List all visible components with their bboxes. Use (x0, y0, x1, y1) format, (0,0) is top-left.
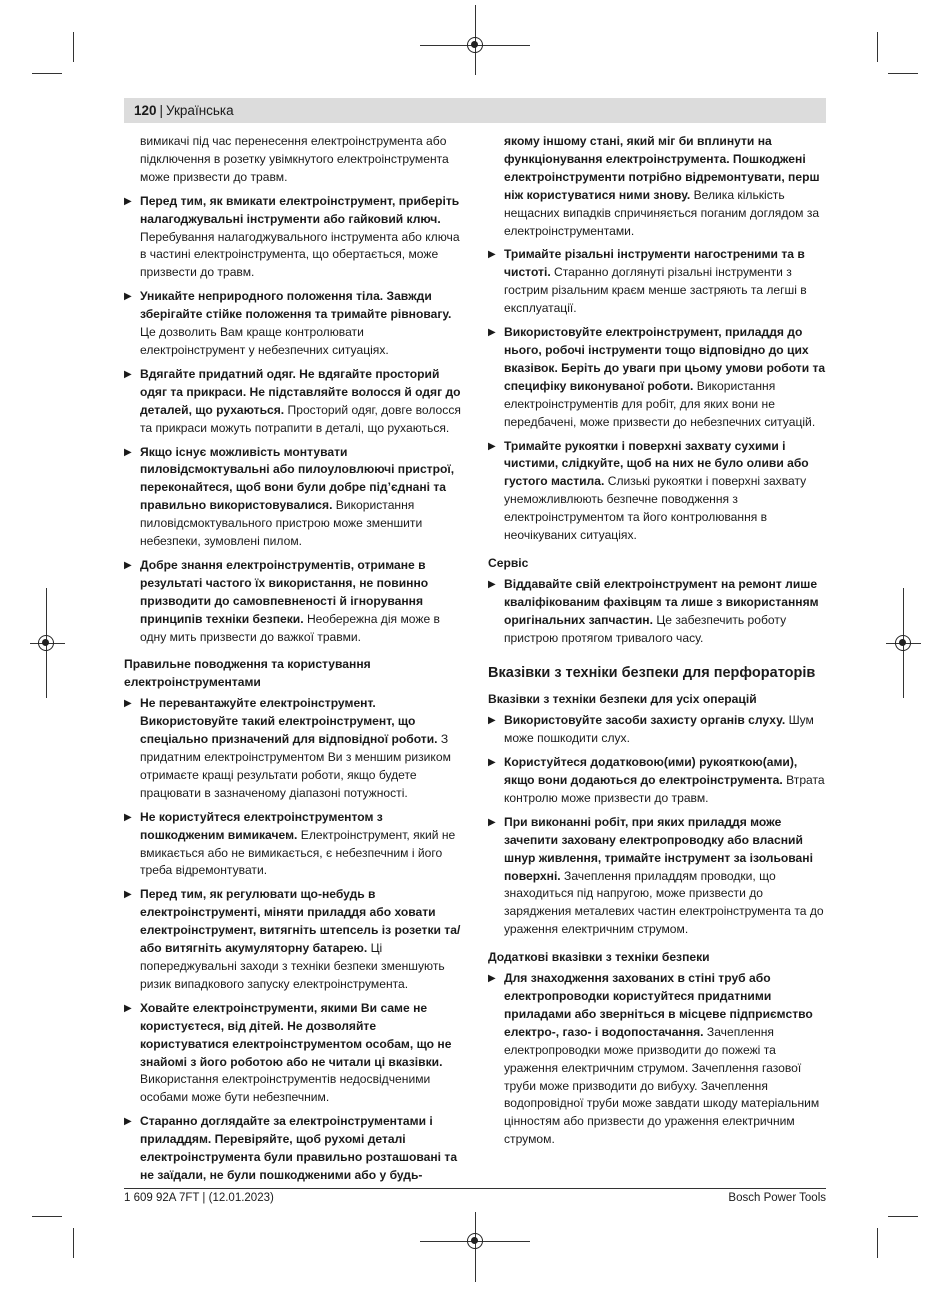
main-heading: Вказівки з техніки безпеки для перфораторів (488, 665, 816, 682)
item-text: З придатним електроінструментом Ви з меншим ризиком отримаєте кращі результати роботи, якщо будете працювати в зазначеному діапазоні потужності. (140, 732, 451, 800)
safety-item (488, 712, 826, 748)
item-bold: Використовуйте засоби захисту органів слуху. (504, 713, 786, 728)
item-bold: Тримайте рукоятки і поверхні захвату сухими і чистими, слідкуйте, щоб на них не було оливи або густого мастила. (504, 438, 809, 489)
item-text: Необережна дія може в одну мить призвести до важкої травми. (140, 611, 440, 644)
item-text: Шум може пошкодити слух. (504, 713, 814, 746)
item-bold: При виконанні робіт, при яких приладдя може зачепити заховану електропроводку або власний шнур живлення, тримайте інструмент за ізольовані поверхні. (504, 814, 813, 883)
document-code: 1 609 92A 7FT | (12.01.2023) (124, 1192, 274, 1204)
item-text: Перебування налагоджувального інструмента або ключа в частині електроінструмента, що обертається, може призвести до травм. (140, 229, 460, 280)
crop-mark (32, 73, 62, 74)
brand-label: Bosch Power Tools (728, 1192, 826, 1204)
crop-mark (877, 1228, 878, 1258)
item-bold: Не перевантажуйте електроінструмент. Використовуйте такий електроінструмент, що спеціально призначений для відповідної роботи. (140, 696, 438, 747)
item-bold: Перед тим, як вмикати електроінструмент, приберіть налагоджувальні інструменти або гайковий ключ. (140, 193, 460, 226)
item-bold: Використовуйте електроінструмент, приладдя до нього, робочі інструменти тощо відповідно до цих вказівок. Беріть до уваги при цьому умови роботи та специфіку виконуваної роботи. (504, 325, 826, 393)
item-bold: Добре знання електроінструментів, отримане в результаті частого їх використання, не повинно призводити до самовпевненості й ігнорування принципів техніки безпеки. (140, 557, 429, 626)
item-text: Слизькі рукоятки і поверхні захвату унеможливлюють безпечне поводження з електроінструментом та його контролювання в неочікуваних ситуаціях. (504, 474, 807, 543)
registration-target-icon (895, 635, 911, 651)
continued-paragraph: вимикачі під час перенесення електроінструмента або підключення в розетку увімкнутого електроінструмента може призвести до травм. (140, 134, 449, 184)
item-bold: Не користуйтеся електроінструментом з пошкодженим вимикачем. (140, 809, 383, 842)
left-column (124, 133, 462, 1191)
item-text: Старанно доглянуті різальні інструменти з гострим різальним краєм менше застряють та легші в експлуатації. (504, 265, 807, 316)
item-text: Електроінструмент, який не вмикається або не вимикається, є небезпечним і його треба відремонтувати. (140, 827, 456, 878)
item-bold: Користуйтеся додатковою(ими) рукояткою(ами), якщо вони додаються до електроінструмента. (504, 755, 798, 787)
crop-mark (888, 1216, 918, 1217)
continued-paragraph (504, 133, 826, 240)
page-header (124, 98, 826, 123)
crop-mark (73, 32, 74, 62)
item-bold: Віддавайте свій електроінструмент на ремонт лише кваліфікованим фахівцям та лише з використанням оригінальних запчастин. (504, 576, 819, 627)
safety-item (488, 970, 826, 1149)
safety-item (488, 754, 826, 808)
safety-item (124, 809, 462, 881)
item-bold: Перед тим, як регулювати що-небудь в електроінструменті, міняти приладдя або ховати електроінструмент, витягніть штепсель із розетки та/або витягніть акумуляторну батарею. (140, 887, 461, 956)
item-bold: Ховайте електроінструменти, якими Ви саме не користуєтеся, від дітей. Не дозволяйте користуватися електроінструментом особам, що не знайомі з його роботою або не читали ці вказівки. (140, 1000, 452, 1069)
item-text: Ці попереджувальні заходи з техніки безпеки зменшують ризик випадкового запуску електроінструмента. (140, 941, 445, 991)
page-number: 120 (134, 103, 157, 118)
safety-item (488, 246, 826, 318)
section-heading: Правильне поводження та користування електроінструментами (124, 657, 371, 690)
item-text: Зачеплення електропроводки може призводити до пожежі та ураження електричним струмом. Зачеплення газової труби може призводити до вибуху. Зачеплення водопровідної труби може завдати шкоду матеріальним цінностям або призвести до ураження електричним струмом. (504, 1024, 820, 1147)
item-text: Втрата контролю може призвести до травм. (504, 773, 825, 805)
safety-item (124, 288, 462, 360)
crop-mark (32, 1216, 62, 1217)
item-bold: Тримайте різальні інструменти нагостреними та в чистоті. (504, 247, 805, 280)
safety-item (488, 576, 826, 648)
safety-item (488, 324, 826, 431)
sub-heading: Додаткові вказівки з техніки безпеки (488, 950, 710, 965)
item-text: Це забезпечить роботу пристрою протягом тривалого часу. (504, 612, 787, 645)
item-bold: Для знаходження захованих в стіні труб або електропроводки користуйтеся придатними приладами або зверніться в місцеве підприємство електро-, газо- і водопостачання. (504, 971, 813, 1039)
item-bold: якому іншому стані, який міг би вплинути на функціонування електроінструмента. Пошкоджені електроінструменти потрібно відремонтувати, перш ніж користуватися ними знову. (504, 134, 820, 202)
safety-item (488, 814, 826, 939)
item-text: Використання електроінструментів недосвідченими особами може бути небезпечним. (140, 1072, 431, 1105)
safety-item (124, 1000, 462, 1107)
item-text: Зачеплення приладдям проводки, що знаходиться під напругою, може призвести до заряджения металевих частин електроінструмента та до ураження електричним струмом. (504, 868, 824, 937)
header-separator: | (159, 103, 164, 118)
item-bold: Якщо існує можливість монтувати пиловідсмоктувальні або пилоуловлюючі пристрої, переконайтеся, щоб вони були добре під’єднані та правильно використовувалися. (140, 444, 455, 513)
registration-target-icon (38, 635, 54, 651)
safety-item (124, 193, 462, 283)
footer-rule (124, 1188, 826, 1189)
registration-target-icon (467, 37, 483, 53)
crop-mark (888, 73, 918, 74)
item-text: Це дозволить Вам краще контролювати електроінструмент у небезпечних ситуаціях. (140, 325, 389, 357)
item-text: Велика кількість нещасних випадків спричиняється поганим доглядом за електроінструментами. (504, 187, 820, 238)
crop-mark (73, 1228, 74, 1258)
section-heading: Сервіс (488, 555, 529, 570)
right-column (488, 133, 826, 1155)
safety-item (124, 695, 462, 802)
item-bold: Вдягайте придатний одяг. Не вдягайте просторий одяг та прикраси. Не підставляйте волосся й одяг до деталей, що рухаються. (140, 366, 461, 417)
safety-item (124, 886, 462, 993)
item-text: Просторий одяг, довге волосся та прикраси можуть потрапити в деталі, що рухаються. (140, 402, 461, 435)
language-label: Українська (166, 103, 234, 118)
safety-item (124, 444, 462, 551)
crop-mark (877, 32, 878, 62)
safety-item (488, 438, 826, 545)
safety-item (124, 557, 462, 647)
item-bold: Старанно доглядайте за електроінструментами і приладдям. Перевіряйте, щоб рухомі деталі електроінструмента були правильно розташовані та не заїдали, не були пошкодженими або у будь- (140, 1114, 458, 1182)
item-text: Використання пиловідсмоктувального пристрою може зменшити небезпеки, зумовлені пилом. (140, 498, 423, 549)
item-text: Використання електроінструментів для робіт, для яких вони не передбачені, може призвести до небезпечних ситуацій. (504, 378, 816, 429)
registration-target-icon (467, 1233, 483, 1249)
item-bold: Уникайте неприродного положення тіла. Завжди зберігайте стійке положення та тримайте рівновагу. (140, 289, 452, 322)
safety-item (124, 366, 462, 438)
safety-item (124, 1113, 462, 1185)
sub-heading: Вказівки з техніки безпеки для усіх операцій (488, 692, 757, 707)
